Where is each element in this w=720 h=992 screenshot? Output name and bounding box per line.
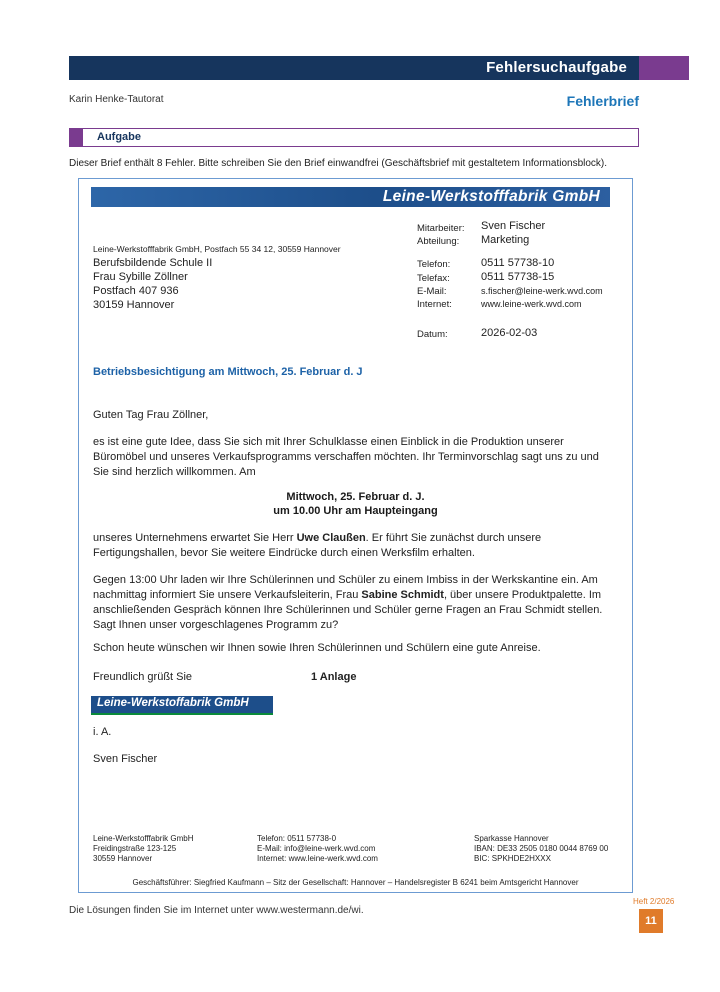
paragraph-3-text-a: Gegen 13:00 Uhr laden wir Ihre Schülerinnen und Schüler zu einem Imbiss in der Werkskantine ein. Am nachmittag informiert Sie unsere Verkaufsleiterin, Frau xyxy=(93,574,598,601)
person-name-schmidt: Sabine Schmidt xyxy=(361,589,444,601)
footer-management: Geschäftsführer: Siegfried Kaufmann – Sitz der Gesellschaft: Hannover – Handelsregister B 6241 beim Amtsgericht Hannover xyxy=(132,878,579,887)
letter xyxy=(78,178,633,893)
footer-bank: Sparkasse Hannover xyxy=(474,834,549,843)
header-bar xyxy=(69,56,639,80)
recipient-line-3: Postfach 407 936 xyxy=(93,285,179,297)
info-value-telefon: 0511 57738-10 xyxy=(481,257,555,269)
recipient-line-1: Berufsbildende Schule II xyxy=(93,257,213,269)
paragraph-1: es ist eine gute Idee, dass Sie sich mit Ihrer Schulklasse einen Einblick in die Produktion unserer Büromöbel und unseres Verkaufsprogramms verschaffen möchten. Ihr Terminvorschlag sagt uns zu und Sie sind herzlich willkommen. Am xyxy=(93,436,599,478)
paragraph-2-text-a: unseres Unternehmens erwartet Sie Herr xyxy=(93,532,297,544)
paragraph-2 xyxy=(93,531,613,561)
footer-company: Leine-Werkstofffabrik GmbH xyxy=(93,834,194,843)
footer-col-3 xyxy=(474,834,608,864)
info-value-mitarbeiter: Sven Fischer xyxy=(481,220,546,232)
signature-logo-text: Leine-Werkstoffabrik GmbH xyxy=(97,697,249,709)
task-marker xyxy=(70,129,83,146)
task-heading-box xyxy=(69,128,639,147)
attachment-note: 1 Anlage xyxy=(311,671,357,683)
sender-line: Leine-Werkstofffabrik GmbH, Postfach 55 34 12, 30559 Hannover xyxy=(93,244,341,254)
letter-subject: Betriebsbesichtigung am Mittwoch, 25. Februar d. J xyxy=(93,366,363,378)
paragraph-2-text-b: . Er führt Sie zunächst durch unsere Fertigungshallen, bevor Sie weitere Eindrücke durch einen Werksfilm erhalten. xyxy=(93,532,542,559)
company-banner xyxy=(91,187,610,207)
appointment-line-1: Mittwoch, 25. Februar d. J. xyxy=(286,491,425,503)
info-label-internet: Internet: xyxy=(417,299,452,310)
info-value-abteilung: Marketing xyxy=(481,234,530,246)
paragraph-3-text-b: , über unsere Produktpalette. Im anschließenden Gespräch können Ihre Schülerinnen und Schüler gerne Fragen an Frau Schmidt stellen. Sagt Ihnen unser vorgeschlagenes Programm zu? xyxy=(93,589,603,631)
footer-bic: BIC: SPKHDE2HXXX xyxy=(474,854,551,863)
footer-iban: IBAN: DE33 2505 0180 0044 8769 00 xyxy=(474,844,609,853)
info-label-datum: Datum: xyxy=(417,329,448,340)
closing: Freundlich grüßt Sie xyxy=(93,671,193,683)
footer-internet: Internet: www.leine-werk.wvd.com xyxy=(257,854,378,863)
info-value-datum: 2026-02-03 xyxy=(481,327,538,339)
salutation: Guten Tag Frau Zöllner, xyxy=(93,409,209,421)
appointment-line-2: um 10.00 Uhr am Haupteingang xyxy=(273,505,438,517)
info-label-abteilung: Abteilung: xyxy=(417,236,460,247)
footer-phone: Telefon: 0511 57738-0 xyxy=(257,834,337,843)
task-label: Aufgabe xyxy=(97,131,141,143)
header-accent xyxy=(639,56,689,80)
paragraph-4: Schon heute wünschen wir Ihnen sowie Ihren Schülerinnen und Schülern eine gute Anreise. xyxy=(93,642,541,654)
paragraph-3 xyxy=(93,573,613,633)
author: Karin Henke-Tautorat xyxy=(69,94,164,105)
footer-city: 30559 Hannover xyxy=(93,854,153,863)
signer-name: Sven Fischer xyxy=(93,753,158,765)
recipient-line-2: Frau Sybille Zöllner xyxy=(93,271,188,283)
signature-logo xyxy=(91,696,273,715)
info-label-telefon: Telefon: xyxy=(417,259,451,270)
info-value-telefax: 0511 57738-15 xyxy=(481,271,555,283)
footer-street: Freidingstraße 123-125 xyxy=(93,844,177,853)
section-title: Fehlersuchaufgabe xyxy=(486,59,627,76)
recipient-line-4: 30159 Hannover xyxy=(93,299,175,311)
solutions-note: Die Lösungen finden Sie im Internet unter www.westermann.de/wi. xyxy=(69,905,364,916)
info-label-mitarbeiter: Mitarbeiter: xyxy=(417,223,465,234)
company-banner-text: Leine-Werkstofffabrik GmbH xyxy=(382,188,600,205)
info-value-internet: www.leine-werk.wvd.com xyxy=(481,299,582,309)
page-number: 11 xyxy=(639,909,663,933)
footer-col-2 xyxy=(257,834,378,864)
info-label-email: E-Mail: xyxy=(417,286,447,297)
page-subtitle: Fehlerbrief xyxy=(566,93,639,109)
info-label-telefax: Telefax: xyxy=(417,273,450,284)
issue-label: Heft 2/2026 xyxy=(633,897,675,906)
footer-email: E-Mail: info@leine-werk.wvd.com xyxy=(257,844,376,853)
footer-col-1 xyxy=(93,834,193,864)
person-name-claussen: Uwe Claußen xyxy=(296,532,366,544)
task-instruction: Dieser Brief enthält 8 Fehler. Bitte schreiben Sie den Brief einwandfrei (Geschäftsbrief mit gestaltetem Informationsblock). xyxy=(69,158,608,169)
info-value-email: s.fischer@leine-werk.wvd.com xyxy=(481,286,603,296)
ia-note: i. A. xyxy=(93,726,112,738)
